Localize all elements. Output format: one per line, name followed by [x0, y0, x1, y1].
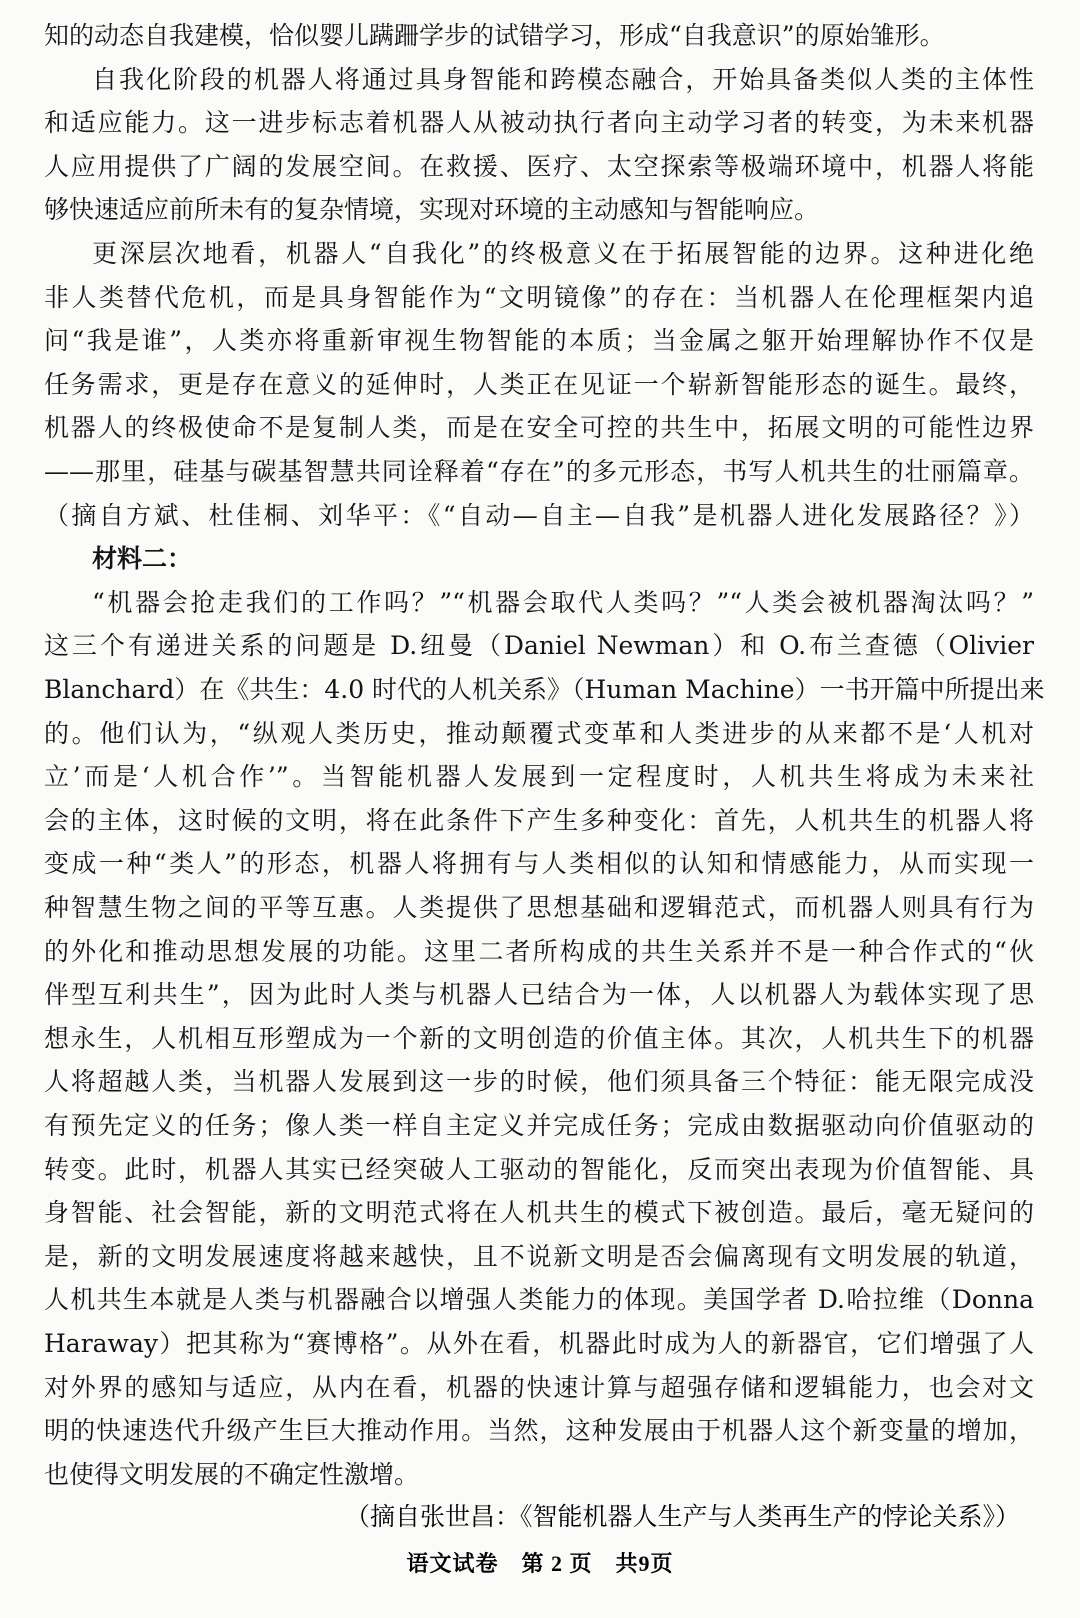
text-line: 人应用提供了广阔的发展空间。在救援、医疗、太空探索等极端环境中，机器人将能 — [44, 151, 1034, 181]
text-line: 对外界的感知与适应，从内在看，机器的快速计算与超强存储和逻辑能力，也会对文 — [44, 1372, 1034, 1402]
text-line: 这三个有递进关系的问题是 D.纽曼（Daniel Newman）和 O.布兰查德（Olivier — [44, 631, 1034, 661]
text-line: 变成一种“类人”的形态，机器人将拥有与人类相似的认知和情感能力，从而实现一 — [44, 849, 1034, 879]
text-line: 自我化阶段的机器人将通过具身智能和跨模态融合，开始具备类似人类的主体性 — [92, 64, 1034, 94]
text-line: 是，新的文明发展速度将越来越快，且不说新文明是否会偏离现有文明发展的轨道， — [44, 1241, 1034, 1271]
text-line: 够快速适应前所未有的复杂情境，实现对环境的主动感知与智能响应。 — [44, 195, 820, 225]
text-line: Blanchard）在《共生：4.0 时代的人机关系》（Human Machine）一书开篇中所提出来 — [44, 675, 1045, 704]
text-line: 伴型互利共生”，因为此时人类与机器人已结合为一体，人以机器人为载体实现了思 — [44, 980, 1034, 1010]
section-heading: 材料二： — [92, 544, 193, 574]
text-line: 有预先定义的任务；像人类一样自主定义并完成任务；完成由数据驱动向价值驱动的 — [44, 1111, 1034, 1140]
text-line: 和适应能力。这一进步标志着机器人从被动执行者向主动学习者的转变，为未来机器 — [44, 108, 1034, 138]
text-line: “机器会抢走我们的工作吗？”“机器会取代人类吗？”“人类会被机器淘汰吗？” — [92, 587, 1034, 617]
text-line: 机器人的终极使命不是复制人类，而是在安全可控的共生中，拓展文明的可能性边界 — [44, 413, 1034, 443]
text-line: 身智能、社会智能，新的文明范式将在人机共生的模式下被创造。最后，毫无疑问的 — [44, 1198, 1034, 1228]
text-line: 问“我是谁”，人类亦将重新审视生物智能的本质；当金属之躯开始理解协作不仅是 — [44, 326, 1034, 356]
text-line: 任务需求，更是存在意义的延伸时，人类正在见证一个崭新智能形态的诞生。最终， — [44, 369, 1034, 399]
text-line: 知的动态自我建模，恰似婴儿蹒跚学步的试错学习，形成“自我意识”的原始雏形。 — [44, 21, 945, 50]
text-line: Haraway）把其称为“赛博格”。从外在看，机器此时成为人的新器官，它们增强了人 — [44, 1329, 1034, 1358]
text-line: 种智慧生物之间的平等互惠。人类提供了思想基础和逻辑范式，而机器人则具有行为 — [44, 893, 1034, 922]
text-line: 转变。此时，机器人其实已经突破人工驱动的智能化，反而突出表现为价值智能、具 — [44, 1154, 1034, 1184]
text-line: 人将超越人类，当机器人发展到这一步的时候，他们须具备三个特征：能无限完成没 — [44, 1067, 1034, 1097]
citation: （摘自张世昌：《智能机器人生产与人类再生产的悖论关系》） — [344, 1504, 1020, 1532]
text-line: ——那里，硅基与碳基智慧共同诠释着“存在”的多元形态，书写人机共生的壮丽篇章。 — [44, 457, 1034, 486]
text-line: 更深层次地看，机器人“自我化”的终极意义在于拓展智能的边界。这种进化绝 — [92, 239, 1034, 268]
text-line: 明的快速迭代升级产生巨大推动作用。当然，这种发展由于机器人这个新变量的增加， — [44, 1416, 1034, 1446]
text-line: 也使得文明发展的不确定性激增。 — [44, 1459, 420, 1489]
citation: （摘自方斌、杜佳桐、刘华平：《“自动—自主—自我”是机器人进化发展路径？》） — [44, 500, 1034, 530]
page-footer: 语文试卷 第 2 页 共9页 — [406, 1551, 674, 1576]
text-line: 人机共生本就是人类与机器融合以增强人类能力的体现。美国学者 D.哈拉维（Donna — [44, 1285, 1034, 1315]
text-line: 的外化和推动思想发展的功能。这里二者所构成的共生关系并不是一种合作式的“伙 — [44, 936, 1034, 966]
text-line: 立’而是‘人机合作’”。当智能机器人发展到一定程度时，人机共生将成为未来社 — [44, 762, 1034, 792]
text-line: 想永生，人机相互形塑成为一个新的文明创造的价值主体。其次，人机共生下的机器 — [44, 1023, 1034, 1053]
text-line: 的。他们认为，“纵观人类历史，推动颠覆式变革和人类进步的从来都不是‘人机对 — [44, 718, 1034, 748]
text-line: 非人类替代危机，而是具身智能作为“文明镜像”的存在：当机器人在伦理框架内追 — [44, 282, 1034, 312]
text-line: 会的主体，这时候的文明，将在此条件下产生多种变化：首先，人机共生的机器人将 — [44, 805, 1034, 835]
